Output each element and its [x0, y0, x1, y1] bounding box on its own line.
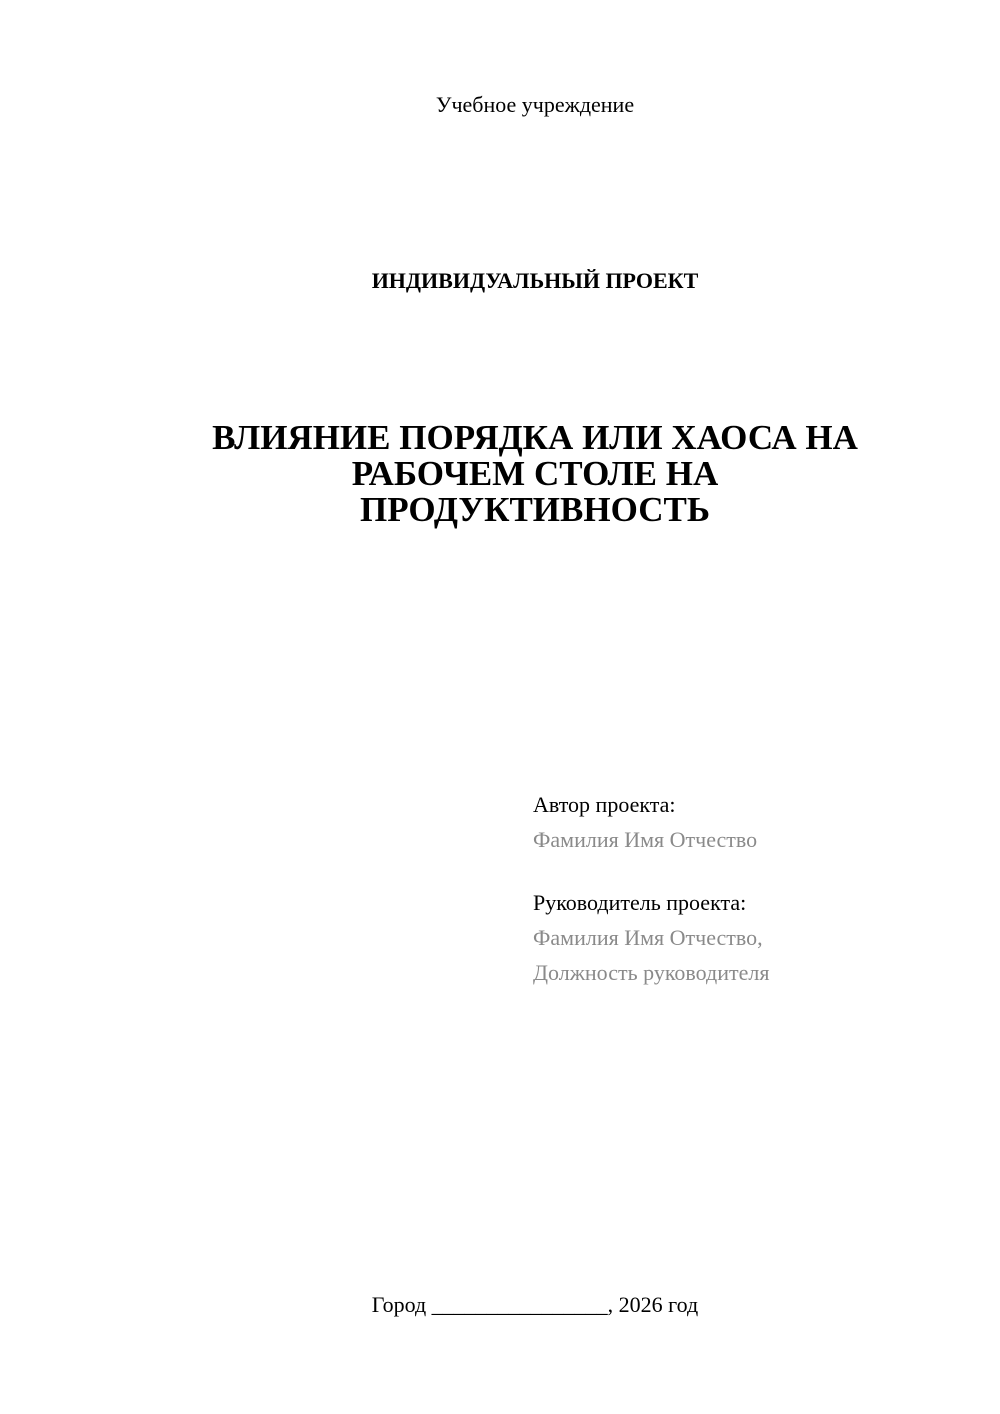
- spacer: [533, 857, 953, 885]
- author-label: Автор проекта:: [533, 792, 676, 817]
- year-text: , 2026 год: [607, 1292, 699, 1317]
- city-blank: ________________: [431, 1292, 608, 1317]
- supervisor-label: Руководитель проекта:: [533, 890, 747, 915]
- project-title: [170, 420, 900, 528]
- authors-block: [533, 787, 953, 990]
- title-line: РАБОЧЕМ СТОЛЕ НА: [351, 454, 719, 493]
- supervisor-position: Должность руководителя: [533, 960, 770, 985]
- institution-name: Учебное учреждение: [435, 92, 635, 117]
- supervisor-name: Фамилия Имя Отчество,: [533, 925, 763, 950]
- title-line: ПРОДУКТИВНОСТЬ: [360, 490, 710, 529]
- city-label: Город: [371, 1292, 427, 1317]
- footer-city-year: [0, 1290, 1000, 1320]
- title-line: ВЛИЯНИЕ ПОРЯДКА ИЛИ ХАОСА НА: [212, 418, 858, 457]
- author-name: Фамилия Имя Отчество: [533, 827, 758, 852]
- project-type-heading: ИНДИВИДУАЛЬНЫЙ ПРОЕКТ: [371, 268, 699, 293]
